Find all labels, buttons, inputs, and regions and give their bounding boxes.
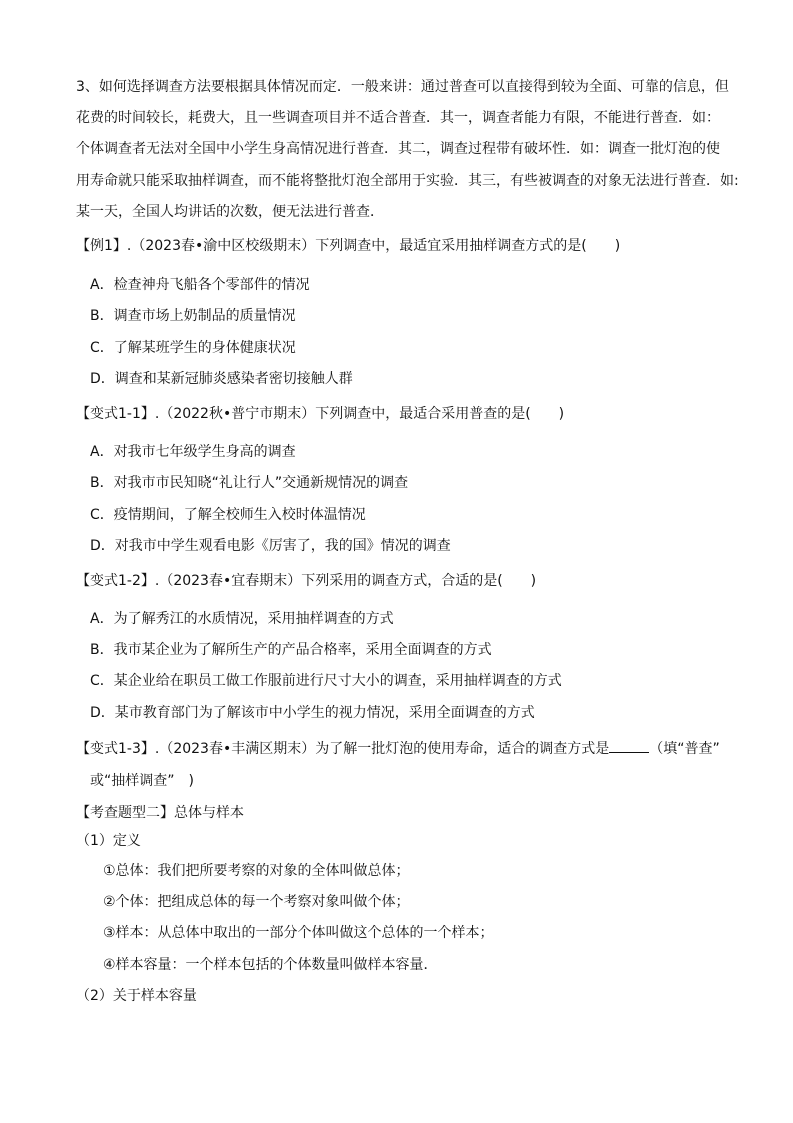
definition-sample-size: ④样本容量：一个样本包括的个体数量叫做样本容量． bbox=[103, 957, 438, 973]
example-1-stem: 【例1】.（2023春•渝中区校级期末）下列调查中，最适宜采用抽样调查方式的是( ) bbox=[76, 238, 621, 254]
subsection-sample-size: （2）关于样本容量 bbox=[76, 988, 197, 1004]
intro-line: 某一天，全国人均讲话的次数，便无法进行普查． bbox=[76, 203, 384, 220]
section-title: 【考查题型二】总体与样本 bbox=[76, 805, 244, 821]
subsection-definition: （1）定义 bbox=[76, 833, 141, 849]
variant-1-1-option-a: A．对我市七年级学生身高的调查 bbox=[90, 444, 296, 460]
example-1-option-d: D．调查和某新冠肺炎感染者密切接触人群 bbox=[90, 371, 353, 387]
variant-1-2-stem: 【变式1-2】.（2023春•宜春期末）下列采用的调查方式，合适的是( ) bbox=[76, 573, 537, 589]
variant-1-1-option-d: D．对我市中学生观看电影《厉害了，我的国》情况的调查 bbox=[90, 538, 451, 554]
variant-1-2-option-c: C．某企业给在职员工做工作服前进行尺寸大小的调查，采用抽样调查的方式 bbox=[90, 673, 562, 689]
definition-population: ①总体：我们把所要考察的对象的全体叫做总体； bbox=[103, 863, 410, 879]
example-1-option-b: B．调查市场上奶制品的质量情况 bbox=[90, 308, 296, 324]
definition-individual: ②个体：把组成总体的每一个考察对象叫做个体； bbox=[103, 894, 410, 910]
intro-paragraph bbox=[76, 72, 739, 228]
intro-line: 用寿命就只能采取抽样调查，而不能将整批灯泡全部用于实验．其三，有些被调查的对象无法进行普查．如: bbox=[76, 172, 739, 189]
intro-line: 3、如何选择调查方法要根据具体情况而定．一般来讲：通过普查可以直接得到较为全面、可靠的信息，但 bbox=[76, 79, 729, 95]
variant-1-3-stem-continued: 或“抽样调查” ) bbox=[90, 773, 194, 789]
variant-1-3-stem-text: 【变式1-3】.（2023春•丰满区期末）为了解一批灯泡的使用寿命，适合的调查方式是 bbox=[76, 741, 610, 757]
variant-1-2-option-a: A．为了解秀江的水质情况，采用抽样调查的方式 bbox=[90, 611, 394, 627]
example-1-option-a: A．检查神舟飞船各个零部件的情况 bbox=[90, 277, 310, 293]
variant-1-3-stem bbox=[76, 738, 720, 759]
variant-1-1-stem: 【变式1-1】.（2022秋•普宁市期末）下列调查中，最适合采用普查的是( ) bbox=[76, 406, 565, 422]
variant-1-2-option-b: B．我市某企业为了解所生产的产品合格率，采用全面调查的方式 bbox=[90, 642, 492, 658]
variant-1-1-option-c: C．疫情期间，了解全校师生入校时体温情况 bbox=[90, 507, 366, 523]
variant-1-1-option-b: B．对我市市民知晓“礼让行人”交通新规情况的调查 bbox=[90, 475, 409, 491]
intro-line: 个体调查者无法对全国中小学生身高情况进行普查．其二，调查过程带有破坏性．如：调查一批灯泡的使 bbox=[76, 141, 720, 158]
variant-1-3-stem-hint: （填“普查” bbox=[649, 741, 720, 757]
variant-1-2-option-d: D．某市教育部门为了解该市中小学生的视力情况，采用全面调查的方式 bbox=[90, 705, 535, 721]
intro-line: 花费的时间较长，耗费大，且一些调查项目并不适合普查．其一，调查者能力有限，不能进行普查．如： bbox=[76, 110, 720, 127]
answer-blank bbox=[609, 738, 649, 753]
example-1-option-c: C．了解某班学生的身体健康状况 bbox=[90, 340, 296, 356]
definition-sample: ③样本：从总体中取出的一部分个体叫做这个总体的一个样本； bbox=[103, 925, 494, 941]
